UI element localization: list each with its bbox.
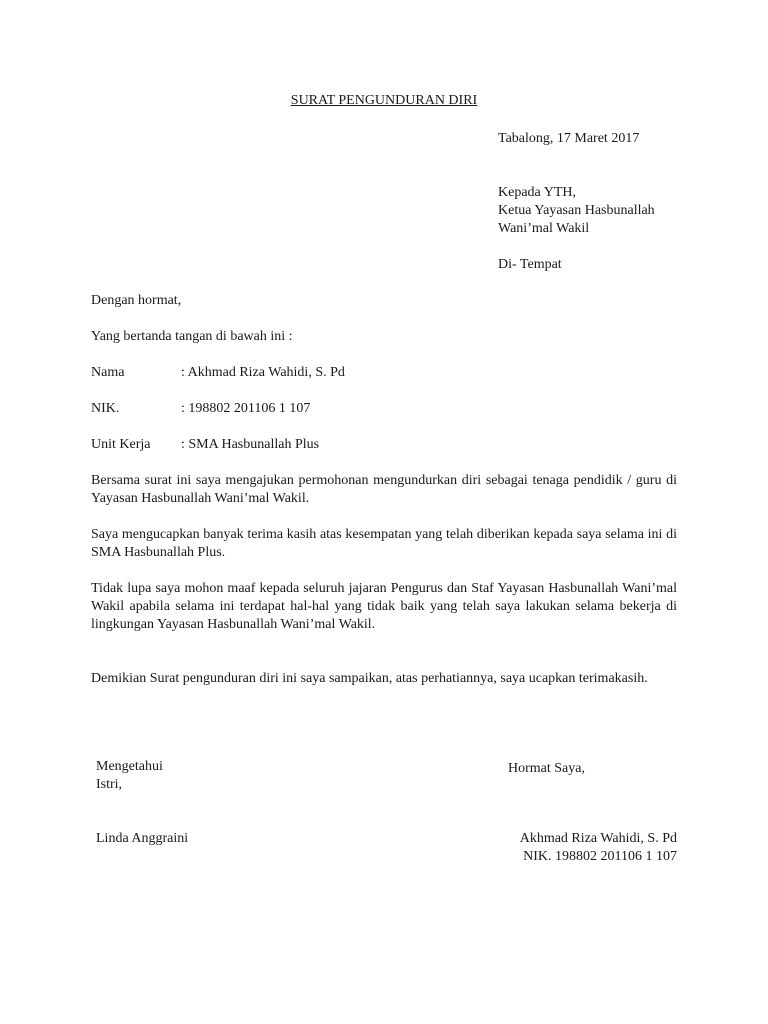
field-value-nama: : Akhmad Riza Wahidi, S. Pd [181,365,345,380]
signature-right-nik: NIK. 198802 201106 1 107 [523,849,677,864]
recipient-line-3: Wani’mal Wakil [498,221,590,236]
signature-left-line-2: Istri, [96,777,123,792]
field-value-unit-kerja: : SMA Hasbunallah Plus [181,437,320,452]
field-value-nik: : 198802 201106 1 107 [181,401,311,416]
field-label-nik: NIK. [91,401,120,416]
place-date: Tabalong, 17 Maret 2017 [498,131,640,146]
signature-right-name: Akhmad Riza Wahidi, S. Pd [519,831,677,846]
recipient-line-2: Ketua Yayasan Hasbunallah [498,203,655,218]
paragraph-1: Bersama surat ini saya mengajukan permohonan mengundurkan diri sebagai tenaga pendidik / guru di Yayasan Hasbunallah Wani’mal Wakil. [91,473,677,506]
field-label-unit-kerja: Unit Kerja [91,437,151,452]
greeting: Dengan hormat, [91,293,182,308]
paragraph-4: Demikian Surat pengunduran diri ini saya sampaikan, atas perhatiannya, saya ucapkan terimakasih. [91,671,648,686]
letter-title: SURAT PENGUNDURAN DIRI [290,93,478,108]
paragraph-3: Tidak lupa saya mohon maaf kepada seluruh jajaran Pengurus dan Staf Yayasan Hasbunallah Wani’mal Wakil apabila selama ini terdapat hal-hal yang tidak baik yang telah saya lakukan selama bekerja di lingkungan Yayasan Hasbunallah Wani’mal Wakil. [91,581,677,632]
signature-left-name: Linda Anggraini [96,831,189,846]
field-label-nama: Nama [91,365,125,380]
intro-text: Yang bertanda tangan di bawah ini : [91,329,293,344]
signature-left-line-1: Mengetahui [96,759,163,774]
signature-right-closing: Hormat Saya, [508,761,585,776]
paragraph-2: Saya mengucapkan banyak terima kasih atas kesempatan yang telah diberikan kepada saya selama ini di SMA Hasbunallah Plus. [91,527,677,560]
recipient-line-4: Di- Tempat [498,257,562,272]
recipient-line-1: Kepada YTH, [498,185,577,200]
